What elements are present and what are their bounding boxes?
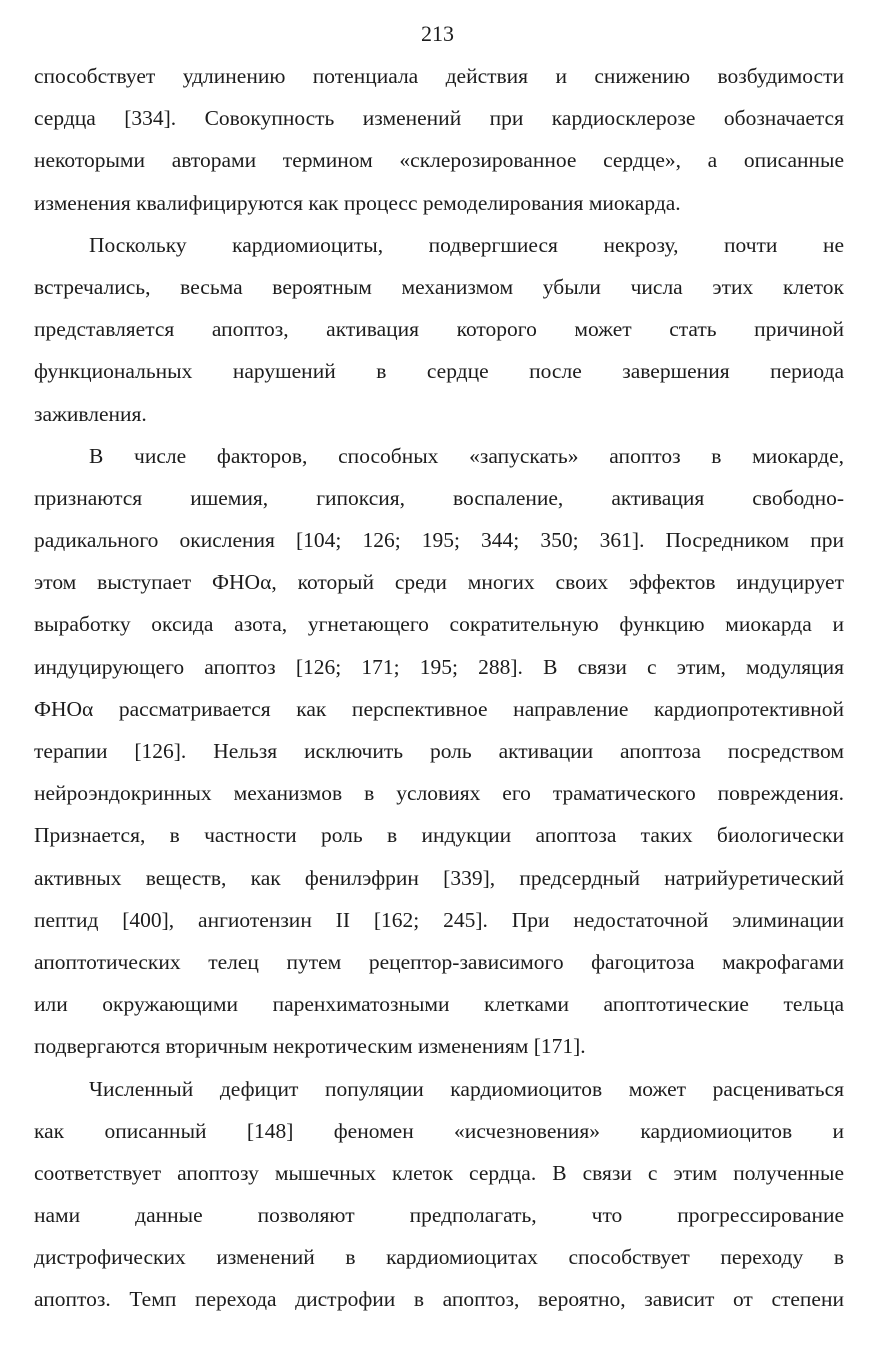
text-line: апоптоз. Темп перехода дистрофии в апоптоз, вероятно, зависит от степени xyxy=(34,1287,844,1312)
body-text xyxy=(34,55,844,1321)
text-line: апоптотических телец путем рецептор-зависимого фагоцитоза макрофагами xyxy=(34,949,844,974)
text-line: нами данные позволяют предполагать, что прогрессирование xyxy=(34,1203,844,1228)
text-line: Численный дефицит популяции кардиомиоцитов может расцениваться xyxy=(89,1076,844,1101)
text-line: подвергаются вторичным некротическим изменениям [171]. xyxy=(34,1034,586,1059)
text-line: Признается, в частности роль в индукции апоптоза таких биологически xyxy=(34,823,844,848)
text-line: некоторыми авторами термином «склерозированное сердце», а описанные xyxy=(34,148,844,173)
text-line: нейроэндокринных механизмов в условиях его траматического повреждения. xyxy=(34,781,844,806)
page-number: 213 xyxy=(421,21,454,46)
text-line: признаются ишемия, гипоксия, воспаление, активация свободно- xyxy=(34,485,844,510)
text-line: как описанный [148] феномен «исчезновения» кардиомиоцитов и xyxy=(34,1118,844,1143)
text-line: этом выступает ФНОα, который среди многих своих эффектов индуцирует xyxy=(34,570,844,595)
text-line: пептид [400], ангиотензин II [162; 245]. При недостаточной элиминации xyxy=(34,907,844,932)
text-line: способствует удлинению потенциала действия и снижению возбудимости xyxy=(34,64,844,88)
text-line: выработку оксида азота, угнетающего сократительную функцию миокарда и xyxy=(34,612,844,637)
text-line: заживления. xyxy=(34,401,147,426)
text-line: встречались, весьма вероятным механизмом убыли числа этих клеток xyxy=(34,274,844,299)
text-line: функциональных нарушений в сердце после завершения периода xyxy=(34,359,844,384)
text-line: изменения квалифицируются как процесс ремоделирования миокарда. xyxy=(34,190,681,215)
text-line: ФНОα рассматривается как перспективное направление кардиопротективной xyxy=(34,696,844,721)
text-line: или окружающими паренхиматозными клетками апоптотические тельца xyxy=(34,992,844,1017)
text-line: В числе факторов, способных «запускать» апоптоз в миокарде, xyxy=(89,443,844,468)
text-line: сердца [334]. Совокупность изменений при кардиосклерозе обозначается xyxy=(34,106,844,131)
text-line: радикального окисления [104; 126; 195; 344; 350; 361]. Посредником при xyxy=(34,528,844,553)
text-line: представляется апоптоз, активация которого может стать причиной xyxy=(34,317,844,342)
text-line: дистрофических изменений в кардиомиоцитах способствует переходу в xyxy=(34,1245,844,1270)
text-line: терапии [126]. Нельзя исключить роль активации апоптоза посредством xyxy=(34,739,844,763)
text-line: соответствует апоптозу мышечных клеток сердца. В связи с этим полученные xyxy=(34,1160,844,1185)
text-line: Поскольку кардиомиоциты, подвергшиеся некрозу, почти не xyxy=(89,232,844,257)
text-line: активных веществ, как фенилэфрин [339], предсердный натрийуретический xyxy=(34,865,844,890)
text-line: индуцирующего апоптоз [126; 171; 195; 288]. В связи с этим, модуляция xyxy=(34,654,844,679)
